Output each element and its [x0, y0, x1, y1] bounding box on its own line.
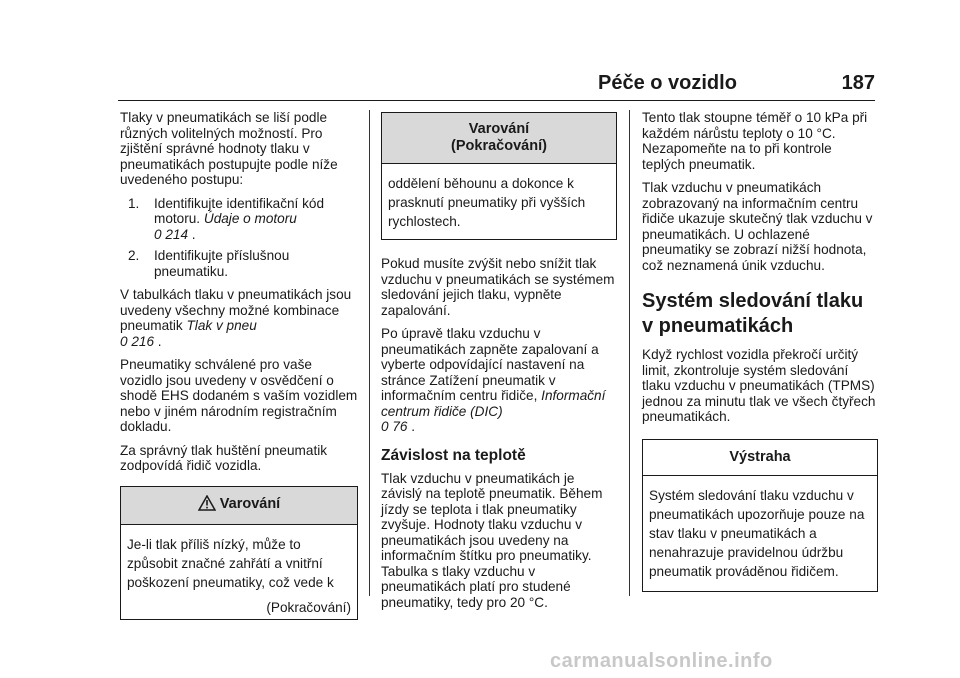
- page-reference[interactable]: 0 76: [381, 419, 408, 434]
- section-heading: Závislost na teplotě: [381, 446, 526, 464]
- warning-title: Varování: [219, 495, 281, 512]
- page-number: 187: [841, 72, 875, 94]
- column-divider: [369, 110, 370, 596]
- paragraph: Tlak vzduchu v pneumatikách je závislý na teplotě pneumatik. Během jízdy se teplota i tlak pneumatiky zvyšuje. Hodnoty tlaku vzduchu v pneumatikách jsou uvedeny na informačním štítku pro pneumatiky. Tabulka s tlaky vzduchu v pneumatikách platí pro studené pneumatiky, tedy pro 20 °C.: [381, 470, 603, 610]
- steps-list: [120, 196, 358, 280]
- paragraph: Tento tlak stoupne téměř o 10 kPa při každém nárůstu teploty o 10 °C. Nezapomeňte na to při kontrole teplých pneumatik.: [642, 110, 868, 172]
- warning-header: [382, 113, 616, 164]
- continued-label: (Pokračování): [266, 599, 351, 615]
- punctuation: .: [154, 333, 162, 349]
- column-divider: [629, 110, 630, 596]
- section-heading: Systém sledování tlaku v pneumatikách: [642, 290, 864, 337]
- paragraph: Pneumatiky schválené pro vaše vozidlo jsou uvedeny v osvědčení o shodě EHS dodaném s vaším vozidlem nebo v jiném národním registračním dokladu.: [120, 357, 358, 434]
- paragraph: Tlaky v pneumatikách se liší podle různých volitelných možností. Pro zjištění správné hodnoty tlaku v pneumatikách postupujte podle níže uvedeného postupu:: [120, 110, 338, 187]
- paragraph: [120, 287, 358, 349]
- step-text: Identifikujte identifikační kód motoru.: [154, 195, 325, 226]
- section-title: Péče o vozidlo: [598, 72, 737, 94]
- warning-triangle-icon: [198, 495, 216, 516]
- warning-box-continued: [381, 112, 617, 240]
- list-item: [120, 248, 358, 279]
- cross-reference-link[interactable]: Tlak v pneu: [186, 318, 257, 333]
- paragraph: Za správný tlak huštění pneumatik zodpovídá řidič vozidla.: [120, 442, 328, 473]
- paragraph-text: V tabulkách tlaku v pneumatikách jsou uvedeny všechny možné kombinace pneumatik: [120, 287, 352, 333]
- column-1: [120, 110, 358, 620]
- paragraph: [381, 326, 617, 435]
- paragraph: Když rychlost vozidla překročí určitý limit, zkontroluje systém sledování tlaku vzduchu v pneumatikách (TPMS) jednou za minutu tlak ve všech čtyřech pneumatikách.: [642, 347, 876, 424]
- caution-body: Systém sledování tlaku vzduchu v pneumatikách upozorňuje pouze na stav tlaku v pneumatikách a nenahrazuje pravidelnou údržbu pneumatik prováděnou řidičem.: [649, 488, 865, 579]
- warning-header: [121, 487, 357, 525]
- paragraph: Tlak vzduchu v pneumatikách zobrazovaný na informačním centru řidiče ukazuje skutečný tlak vzduchu v pneumatikách. U ochlazené pneumatiky se zobrazí nižší hodnota, což neznamená únik vzduchu.: [642, 180, 873, 273]
- paragraph-text: Po úpravě tlaku vzduchu v pneumatikách zapněte zapalovaní a vyberte odpovídající nastavení na stránce Zatížení pneumatik v informačním centru řidiče,: [381, 326, 599, 403]
- cross-reference-link[interactable]: Údaje o motoru: [203, 211, 297, 226]
- step-number: 2.: [128, 248, 140, 263]
- caution-box: [642, 439, 878, 593]
- warning-box: [120, 486, 358, 621]
- caution-title: Výstraha: [643, 440, 877, 477]
- step-text: Identifikujte příslušnou pneumatiku.: [154, 248, 290, 279]
- page-header: [118, 72, 875, 102]
- cross-reference-link[interactable]: Informační centrum řidiče (DIC): [381, 388, 606, 419]
- warning-body: oddělení běhounu a dokonce k prasknutí pneumatiky při vyšších rychlostech.: [388, 176, 586, 229]
- paragraph: Pokud musíte zvýšit nebo snížit tlak vzduchu v pneumatikách se systémem sledování jejich tlaku, vypněte zapalování.: [381, 256, 615, 318]
- warning-subtitle: (Pokračování): [451, 138, 547, 154]
- warning-body: Je-li tlak příliš nízký, může to způsobit značné zahřátí a vnitřní poškození pneumatiky, což vede k: [127, 536, 334, 590]
- header-rule: [118, 100, 875, 101]
- warning-title: Varování: [468, 121, 530, 137]
- punctuation: .: [407, 419, 416, 434]
- list-item: [120, 196, 358, 243]
- punctuation: .: [188, 226, 196, 242]
- column-3: [642, 110, 878, 592]
- column-2: [381, 110, 617, 618]
- page-reference[interactable]: 0 214: [154, 226, 189, 242]
- page-reference[interactable]: 0 216: [120, 333, 155, 349]
- step-number: 1.: [128, 195, 140, 211]
- watermark: carmanualsonline.info: [550, 650, 773, 672]
